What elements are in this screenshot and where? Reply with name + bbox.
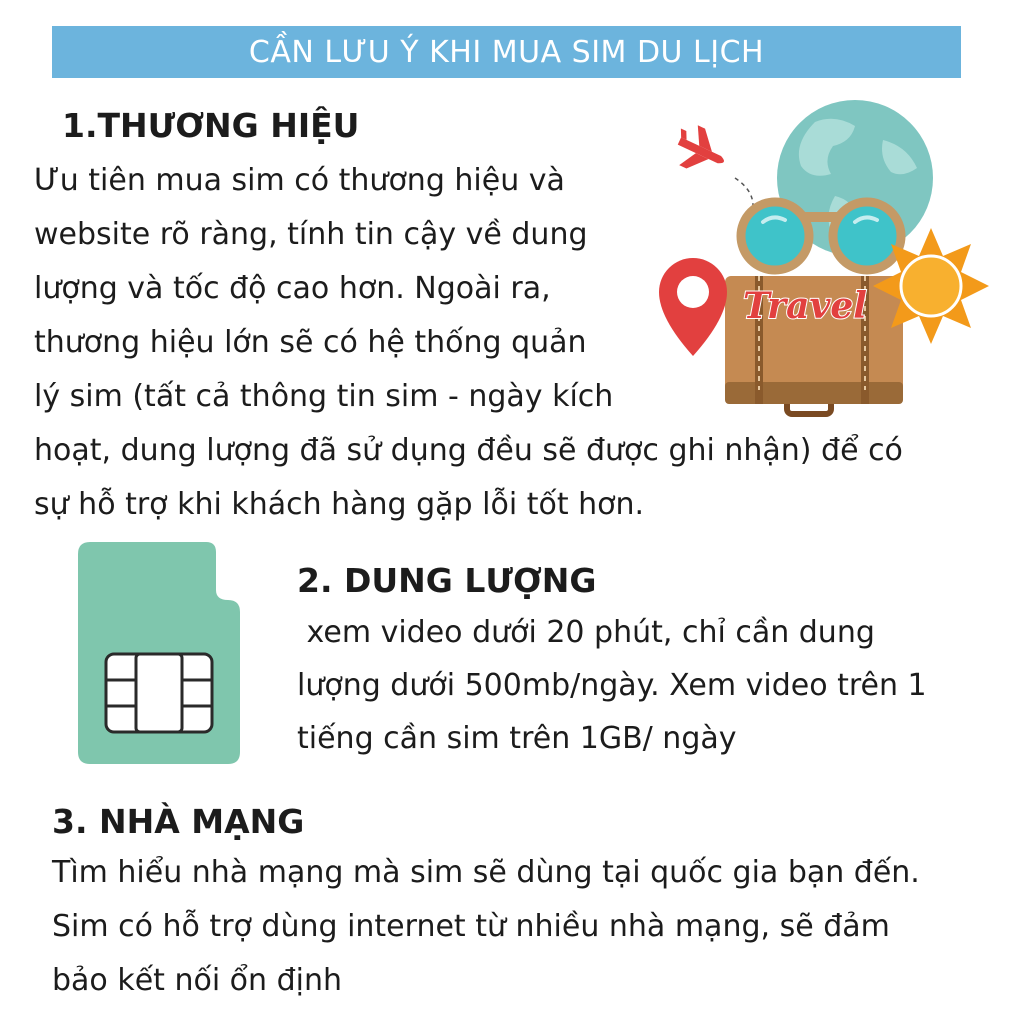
- sim-chip: [106, 654, 212, 732]
- text-line: sự hỗ trợ khi khách hàng gặp lỗi tốt hơn.: [34, 487, 645, 522]
- text-line: Sim có hỗ trợ dùng internet từ nhiều nhà mạng, sẽ đảm: [52, 909, 890, 944]
- text-line: Ưu tiên mua sim có thương hiệu và: [34, 163, 565, 198]
- section-heading-carrier: 3. NHÀ MẠNG: [52, 802, 305, 841]
- text-line: lượng dưới 500mb/ngày. Xem video trên 1: [297, 668, 927, 703]
- travel-illustration: [655, 100, 995, 420]
- suitcase-icon: [725, 276, 903, 414]
- banner-title: CẦN LƯU Ý KHI MUA SIM DU LỊCH: [248, 34, 765, 70]
- text-line: lượng và tốc độ cao hơn. Ngoài ra,: [34, 271, 551, 306]
- airplane-icon: [667, 119, 734, 181]
- text-line: xem video dưới 20 phút, chỉ cần dung: [297, 615, 875, 650]
- text-line: hoạt, dung lượng đã sử dụng đều sẽ được ghi nhận) để có: [34, 433, 903, 468]
- text-line: Tìm hiểu nhà mạng mà sim sẽ dùng tại quốc gia bạn đến.: [52, 855, 920, 890]
- title-banner: [52, 26, 961, 78]
- section-text-carrier: [52, 846, 920, 1008]
- section-text-data: [297, 606, 927, 765]
- text-line: thương hiệu lớn sẽ có hệ thống quản: [34, 325, 587, 360]
- suitcase-label: Travel: [743, 285, 867, 327]
- text-line: bảo kết nối ổn định: [52, 963, 342, 998]
- section-heading-brand: 1.THƯƠNG HIỆU: [62, 106, 360, 145]
- text-line: tiếng cần sim trên 1GB/ ngày: [297, 721, 737, 756]
- text-line: lý sim (tất cả thông tin sim - ngày kích: [34, 379, 614, 414]
- text-line: website rõ ràng, tính tin cậy về dung: [34, 217, 588, 252]
- sim-card-icon: [78, 542, 243, 764]
- location-pin-icon: [659, 258, 727, 356]
- section-heading-data: 2. DUNG LƯỢNG: [297, 561, 597, 600]
